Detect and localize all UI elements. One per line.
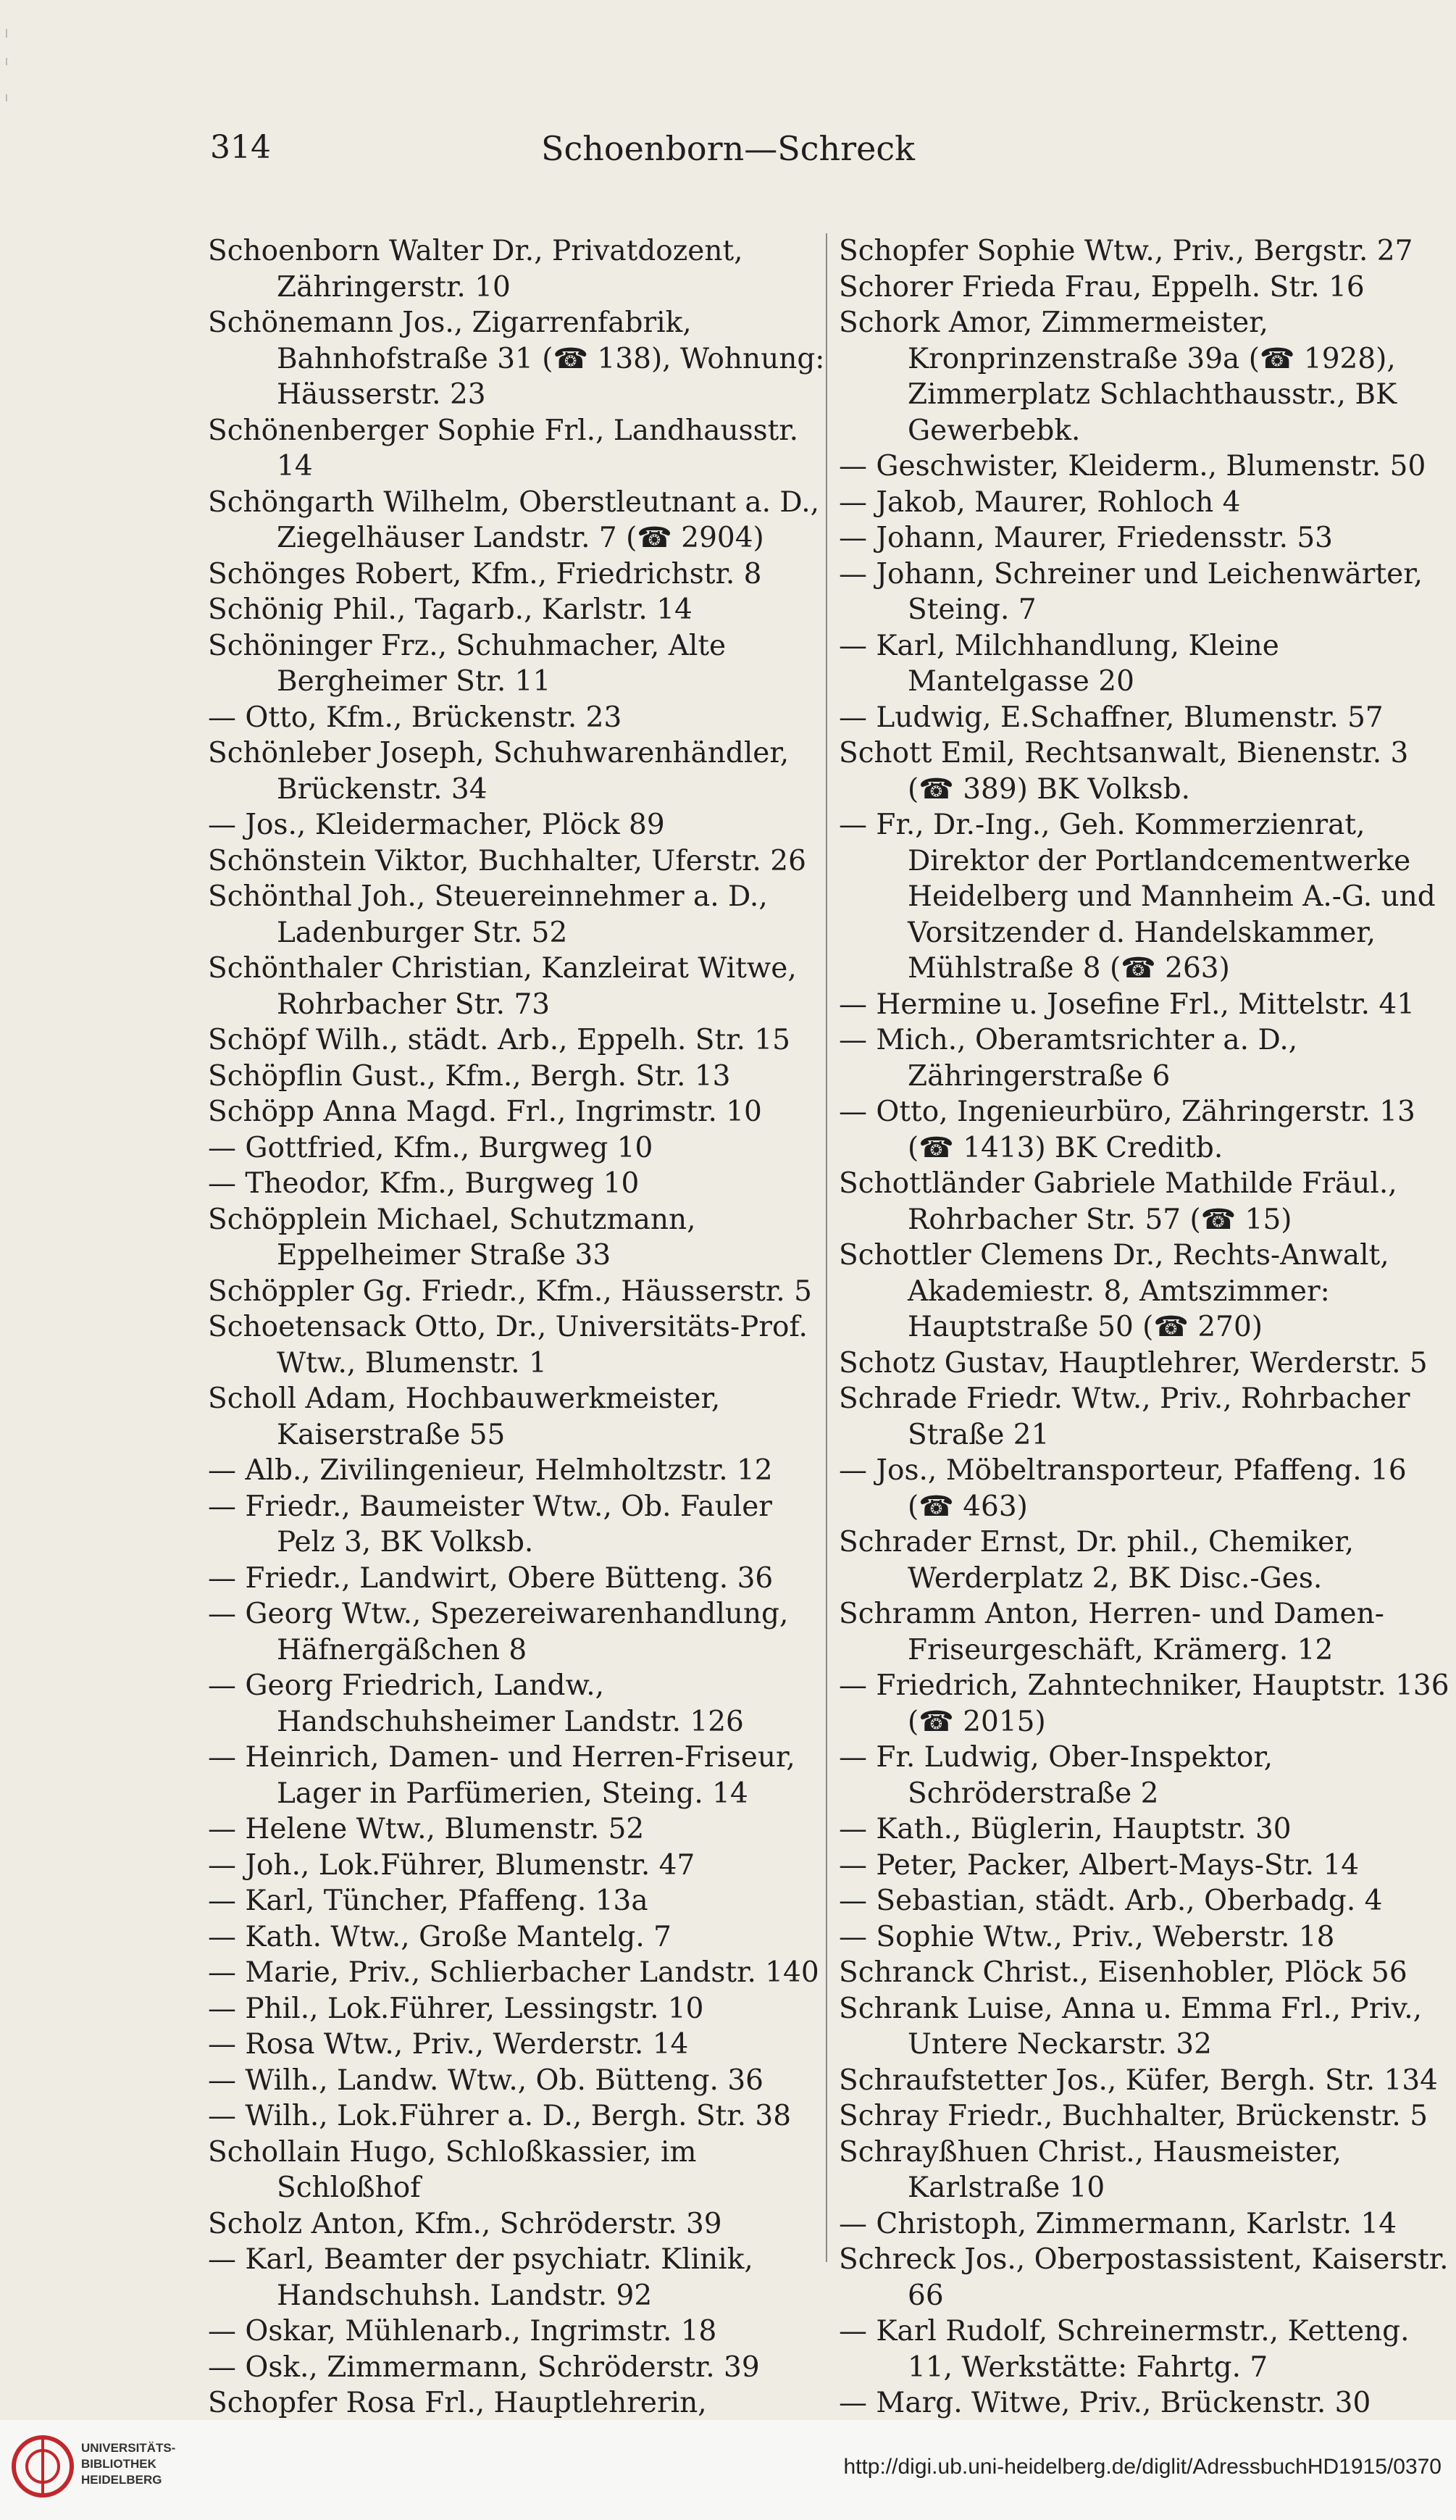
directory-entry: — Jakob, Maurer, Rohloch 4 <box>839 485 1241 519</box>
directory-entry: — Wilh., Lok.Führer a. D., Bergh. Str. 38 <box>208 2100 792 2132</box>
directory-entry: — Marg. Witwe, Priv., Brückenstr. 30 <box>839 2387 1371 2419</box>
directory-entry: Schopfer Rosa Frl., Hauptlehrerin, <box>208 2387 707 2419</box>
directory-entry: — Johann, Schreiner und Leichenwärter, Steing. 7 <box>839 557 1423 626</box>
directory-entry: — Helene Wtw., Blumenstr. 52 <box>208 1813 645 1845</box>
directory-entry: Schork Amor, Zimmermeister, Kronprinzenstraße 39a (☎ 1928), Zimmerplatz Schlachthausstr., BK Gewerbebk. <box>839 306 1397 447</box>
directory-entry: Schottländer Gabriele Mathilde Fräul., Rohrbacher Str. 57 (☎ 15) <box>839 1167 1397 1236</box>
directory-entry: Schopfer Sophie Wtw., Priv., Bergstr. 27 <box>839 235 1413 267</box>
directory-entry: — Christoph, Zimmermann, Karlstr. 14 <box>839 2207 1397 2240</box>
directory-entry: Schrank Luise, Anna u. Emma Frl., Priv., Untere Neckarstr. 32 <box>839 1992 1423 2061</box>
directory-entry: Schray Friedr., Buchhalter, Brückenstr. 5 <box>839 2100 1428 2132</box>
directory-entry: — Karl Rudolf, Schreinermstr., Kettеng. 11, Werkstätte: Fahrtg. 7 <box>839 2315 1410 2384</box>
directory-entry: Schöpf Wilh., städt. Arb., Eppelh. Str. 15 <box>208 1024 790 1056</box>
page-number: 314 <box>210 129 271 166</box>
directory-entry: Schöninger Frz., Schuhmacher, Alte Bergheimer Str. 11 <box>208 629 727 698</box>
directory-entry: — Karl, Tüncher, Pfaffeng. 13a <box>208 1885 648 1917</box>
directory-entry: — Georg Friedrich, Landw., Handschuhsheimer Landstr. 126 <box>208 1669 744 1738</box>
directory-entry: Schönig Phil., Tagarb., Karlstr. 14 <box>208 593 693 626</box>
directory-entry: — Joh., Lok.Führer, Blumenstr. 47 <box>208 1848 695 1882</box>
directory-entry: — Osk., Zimmermann, Schröderstr. 39 <box>208 2350 760 2384</box>
directory-entry: — Gottfried, Kfm., Burgweg 10 <box>208 1131 653 1164</box>
directory-entry: Schollain Hugo, Schloßkassier, im Schloßhof <box>208 2135 697 2204</box>
directory-entry: Schönleber Joseph, Schuhwarenhändler, Brückenstr. 34 <box>208 737 790 806</box>
directory-entry: — Fr. Ludwig, Ober-Inspektor, Schröderstraße 2 <box>839 1741 1273 1810</box>
source-url-link[interactable]: http://digi.ub.uni-heidelberg.de/diglit/AdressbuchHD1915/0370 <box>843 2455 1442 2479</box>
directory-entry: — Friedrich, Zahntechniker, Hauptstr. 136 (☎ 2015) <box>839 1669 1449 1738</box>
directory-entry: Schrayßhuen Christ., Hausmeister, Karlstraße 10 <box>839 2135 1342 2204</box>
directory-entry: Schottler Clemens Dr., Rechts-Anwalt, Akademiestr. 8, Amtszimmer: Hauptstraße 50 (☎ 270) <box>839 1239 1389 1343</box>
directory-entry: — Kath. Wtw., Große Mantelg. 7 <box>208 1920 671 1953</box>
directory-entry: Schorer Frieda Frau, Eppelh. Str. 16 <box>839 270 1365 304</box>
directory-entry: — Otto, Ingenieurbüro, Zähringerstr. 13 (☎ 1413) BK Creditb. <box>839 1096 1415 1164</box>
directory-entry: — Phil., Lok.Führer, Lessingstr. 10 <box>208 1992 704 2025</box>
directory-entry: Schraufstetter Jos., Küfer, Bergh. Str. 134 <box>839 2064 1438 2097</box>
directory-entry: — Theodor, Kfm., Burgweg 10 <box>208 1167 640 1200</box>
directory-entry: — Jos., Kleidermacher, Plöck 89 <box>208 809 665 841</box>
directory-entry: — Karl, Milchhandlung, Kleine Mantelgasse 20 <box>839 629 1279 698</box>
directory-entry: — Alb., Zivilingenieur, Helmholtzstr. 12 <box>208 1454 773 1487</box>
directory-entry: Schöpplein Michael, Schutzmann, Eppelheimer Straße 33 <box>208 1203 696 1272</box>
directory-entry: — Mich., Oberamtsrichter a. D., Zähringerstraße 6 <box>839 1024 1298 1093</box>
directory-entry: Schönges Robert, Kfm., Friedrichstr. 8 <box>208 557 762 591</box>
directory-entry: — Wilh., Landw. Wtw., Ob. Bütteng. 36 <box>208 2064 763 2097</box>
directory-entry: Schöpp Anna Magd. Frl., Ingrimstr. 10 <box>208 1096 762 1128</box>
directory-entry: Schöpflin Gust., Kfm., Bergh. Str. 13 <box>208 1059 731 1093</box>
library-line2: BIBLIOTHEK <box>81 2457 156 2471</box>
directory-entry: Schranck Christ., Eisenhobler, Plöck 56 <box>839 1956 1407 1989</box>
directory-entry: — Johann, Maurer, Friedensstr. 53 <box>839 522 1333 554</box>
directory-entry: Schoenborn Walter Dr., Privatdozent, Zähringerstr. 10 <box>208 235 743 304</box>
directory-entry: Schöngarth Wilhelm, Oberstleutnant a. D., Ziegelhäuser Landstr. 7 (☎ 2904) <box>208 485 820 554</box>
directory-entry: Schramm Anton, Herren- und Damen-Friseurgeschäft, Krämerg. 12 <box>839 1598 1384 1666</box>
library-logo[interactable] <box>12 2433 175 2506</box>
directory-entry: — Friedr., Landwirt, Obere Bütteng. 36 <box>208 1561 774 1595</box>
directory-entry: — Peter, Packer, Albert-Mays-Str. 14 <box>839 1848 1360 1882</box>
directory-entry: — Georg Wtw., Spezereiwarenhandlung, Häfnergäßchen 8 <box>208 1598 789 1666</box>
directory-entry: — Friedr., Baumeister Wtw., Ob. Fauler Pelz 3, BK Volksb. <box>208 1490 772 1559</box>
running-head: Schoenborn—Schreck <box>541 129 915 168</box>
directory-entry: — Sophie Wtw., Priv., Weberstr. 18 <box>839 1920 1335 1953</box>
directory-entry: Schönenberger Sophie Frl., Landhausstr. 14 <box>208 414 799 483</box>
directory-entry: — Heinrich, Damen- und Herren-Friseur, Lager in Parfümerien, Steing. 14 <box>208 1741 795 1810</box>
directory-entry: — Marie, Priv., Schlierbacher Landstr. 140 <box>208 1956 819 1989</box>
directory-entry: Schönstein Viktor, Buchhalter, Uferstr. 26 <box>208 844 806 877</box>
page-header <box>0 129 1456 187</box>
directory-entry: — Karl, Beamter der psychiatr. Klinik, Handschuhsh. Landstr. 92 <box>208 2243 753 2312</box>
directory-entry: Schoetensack Otto, Dr., Universitäts-Prof. Wtw., Blumenstr. 1 <box>208 1311 808 1380</box>
library-line3: HEIDELBERG <box>81 2473 162 2487</box>
directory-entry: — Jos., Möbeltransporteur, Pfaffeng. 16 (☎ 463) <box>839 1454 1407 1523</box>
directory-entry: — Kath., Büglerin, Hauptstr. 30 <box>839 1813 1292 1845</box>
directory-entry: — Rosa Wtw., Priv., Werderstr. 14 <box>208 2028 689 2061</box>
directory-entry: Scholl Adam, Hochbauwerkmeister, Kaiserstraße 55 <box>208 1382 721 1451</box>
directory-entry: — Otto, Kfm., Brückenstr. 23 <box>208 701 622 734</box>
directory-entry: Schott Emil, Rechtsanwalt, Bienenstr. 3 (☎ 389) BK Volksb. <box>839 737 1409 806</box>
library-line1: UNIVERSITÄTS- <box>81 2441 176 2455</box>
library-seal-icon <box>12 2433 74 2500</box>
directory-entry: — Fr., Dr.-Ing., Geh. Kommerzienrat, Direktor der Portlandcementwerke Heidelberg und Mannheim A.-G. und Vorsitzender d. Handelskammer, Mühlstraße 8 (☎ 263) <box>839 809 1436 985</box>
directory-entry: Schrader Ernst, Dr. phil., Chemiker, Werderplatz 2, BK Disc.-Ges. <box>839 1526 1354 1595</box>
directory-entry: — Hermine u. Josefine Frl., Mittelstr. 41 <box>839 988 1415 1021</box>
directory-entry: Scholz Anton, Kfm., Schröderstr. 39 <box>208 2207 722 2240</box>
right-column <box>839 233 1456 2457</box>
directory-entry: — Geschwister, Kleiderm., Blumenstr. 50 <box>839 450 1426 483</box>
directory-entry: Schotz Gustav, Hauptlehrer, Werderstr. 5 <box>839 1346 1428 1380</box>
directory-entry: Schreck Jos., Oberpostassistent, Kaiserstr. 66 <box>839 2243 1449 2312</box>
directory-entry: — Oskar, Mühlenarb., Ingrimstr. 18 <box>208 2315 717 2348</box>
directory-entry: Schönemann Jos., Zigarrenfabrik, Bahnhofstraße 31 (☎ 138), Wohnung: Häusserstr. 23 <box>208 306 825 411</box>
left-column <box>208 233 827 2457</box>
footer-bar <box>0 2420 1456 2520</box>
directory-entry: — Sebastian, städt. Arb., Oberbadg. 4 <box>839 1885 1383 1917</box>
directory-entry: Schönthaler Christian, Kanzleirat Witwe, Rohrbacher Str. 73 <box>208 952 797 1021</box>
directory-entry: Schöppler Gg. Friedr., Kfm., Häusserstr. 5 <box>208 1274 812 1308</box>
directory-entry: Schrade Friedr. Wtw., Priv., Rohrbacher Straße 21 <box>839 1382 1410 1451</box>
directory-entry: Schönthal Joh., Steuereinnehmer a. D., Ladenburger Str. 52 <box>208 880 768 949</box>
library-name <box>81 2440 175 2488</box>
directory-entry: — Ludwig, E.Schaffner, Blumenstr. 57 <box>839 701 1384 734</box>
